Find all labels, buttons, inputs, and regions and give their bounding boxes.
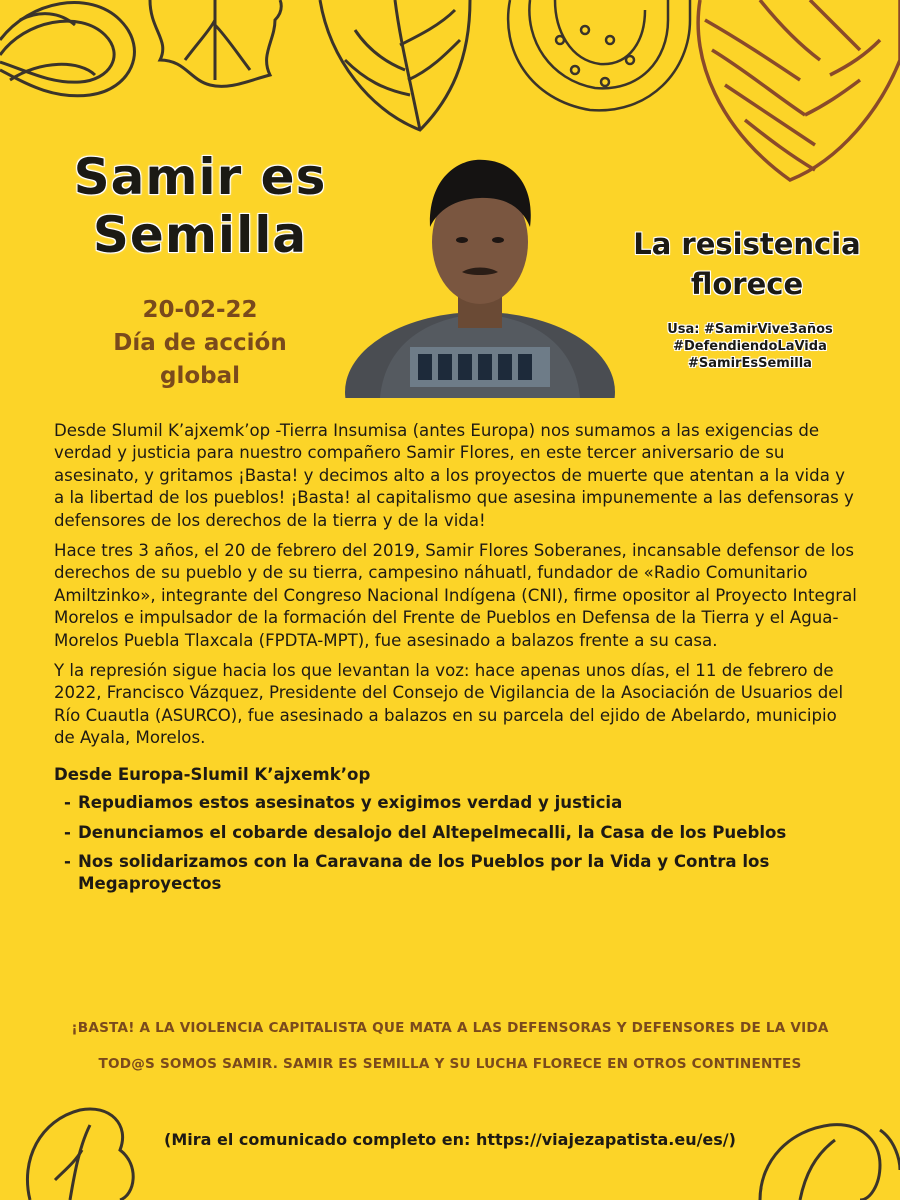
title-line-2: Semilla xyxy=(92,206,308,264)
paragraph-3: Y la represión sigue hacia los que levantan la voz: hace apenas unos días, el 11 de febrero de 2022, Francisco Vázquez, Presidente del Consejo de Vigilancia de la Asociación de Usuarios del Río Cuautla (ASURCO), fue asesinado a balazos en su parcela del ejido de Abelardo, municipio de Ayala, Morelos. xyxy=(54,661,844,748)
paragraph-1: Desde Slumil K’ajxemk’op -Tierra Insumisa (antes Europa) nos sumamos a las exigencias de verdad y justicia para nuestro compañero Samir Flores, en este tercer aniversario de su asesinato, y gritamos ¡Basta! y decimos alto a los proyectos de muerte que atentan a la vida y a la libertad de los pueblos! ¡Basta! al capitalismo que asesina impunemente a las defensoras y defensores de los derechos de la tierra y de la vida! xyxy=(54,421,854,530)
title-line-1: Samir es xyxy=(73,148,327,206)
demands-heading: Desde Europa-Slumil K’ajxemk’op xyxy=(54,764,371,784)
swirl-leaf-icon xyxy=(0,3,134,96)
action-day-line-2: global xyxy=(159,363,241,389)
demand-text: Nos solidarizamos con la Caravana de los Pueblos por la Vida y Contra los Megaproyectos xyxy=(78,851,770,894)
list-dash: - xyxy=(64,851,71,871)
list-dash: - xyxy=(64,793,71,813)
demand-text: Denunciamos el cobarde desalojo del Altepelmecalli, la Casa de los Pueblos xyxy=(78,822,787,842)
slogan xyxy=(612,224,882,304)
paragraph-2: Hace tres 3 años, el 20 de febrero del 2019, Samir Flores Soberanes, incansable defensor de los derechos de su pueblo y de su tierra, campesino náhuatl, fundador de «Radio Comunitario Amiltzinko», integrante del Congreso Nacional Indígena (CNI), firme opositor al Proyecto Integral Morelos e impulsador de la formación del Frente de Pueblos en Defensa de la Tierra y el Agua-Morelos Puebla Tlaxcala (FPDTA-MPT), fue asesinado a balazos frente a su casa. xyxy=(54,541,857,650)
communique-link[interactable]: (Mira el comunicado completo en: https://viajezapatista.eu/es/) xyxy=(164,1130,736,1149)
list-item xyxy=(54,822,860,844)
event-date-block xyxy=(60,294,340,393)
event-date: 20-02-22 xyxy=(142,297,258,323)
statement-body xyxy=(54,420,860,903)
veined-leaf-icon xyxy=(320,0,470,130)
patterned-seed-icon xyxy=(508,0,690,110)
bottom-left-leaf-icon xyxy=(27,1109,133,1200)
list-item xyxy=(54,851,860,896)
closing-line-1: ¡BASTA! A LA VIOLENCIA CAPITALISTA QUE MATA A LAS DEFENSORAS Y DEFENSORES DE LA VIDA xyxy=(71,1020,829,1036)
demand-text: Repudiamos estos asesinatos y exigimos verdad y justicia xyxy=(78,793,623,813)
closing-line-2: TOD@S SOMOS SAMIR. SAMIR ES SEMILLA Y SU LUCHA FLORECE EN OTROS CONTINENTES xyxy=(98,1056,802,1072)
hashtags xyxy=(650,321,850,372)
hashtag-2: #DefendiendoLaVida xyxy=(673,339,827,354)
scalloped-leaf-icon xyxy=(150,0,281,86)
portrait-photo xyxy=(340,142,620,398)
poster-title xyxy=(40,148,360,264)
slogan-line-1: La resistencia xyxy=(633,227,861,261)
hashtag-3: #SamirEsSemilla xyxy=(688,356,812,371)
hashtag-1: Usa: #SamirVive3años xyxy=(667,322,833,337)
list-item xyxy=(54,792,860,814)
brown-leaf-icon xyxy=(698,0,900,180)
slogan-line-2: florece xyxy=(690,267,804,301)
demands-list xyxy=(54,792,860,896)
action-day-line-1: Día de acción xyxy=(113,330,287,356)
list-dash: - xyxy=(64,822,71,842)
